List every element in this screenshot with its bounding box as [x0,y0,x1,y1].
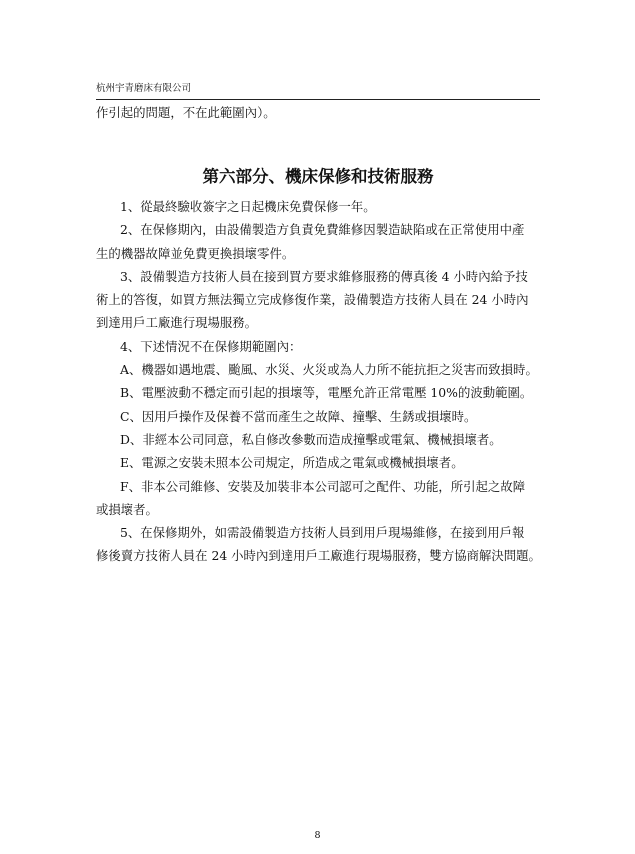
section-body [96,195,540,568]
header-divider [96,99,540,100]
body-line: D、非經本公司同意，私自修改參數而造成撞擊或電氣、機械損壞者。 [120,431,502,447]
body-line: F、非本公司維修、安裝及加裝非本公司認可之配件、功能，所引起之故障 [120,478,526,494]
body-line: 或損壞者。 [96,501,158,517]
company-name: 杭州宇青磨床有限公司 [96,83,192,94]
body-line: 4、下述情況不在保修期範圍內： [120,338,302,354]
body-line: 生的機器故障並免費更換損壞零件。 [96,245,295,261]
body-line: 1、從最終驗收簽字之日起機床免費保修一年。 [120,199,376,214]
body-line: E、電源之安裝未照本公司規定，所造成之電氣或機械損壞者。 [120,455,464,471]
body-line: 3、設備製造方技術人員在接到買方要求維修服務的傳真後 4 小時內給予技 [120,268,528,284]
body-line: A、機器如遇地震、颱風、水災、火災或為人力所不能抗拒之災害而致損時。 [120,362,538,378]
body-line: 2、在保修期內，由設備製造方負責免費維修因製造缺陷或在正常使用中產 [120,222,525,238]
body-line: 術上的答復，如買方無法獨立完成修復作業，設備製造方技術人員在 24 小時內 [96,292,529,308]
continuation-paragraph [96,101,540,124]
body-line: 到達用戶工廠進行現場服務。 [96,315,258,331]
section-title: 第六部分、機床保修和技術服務 [202,167,434,186]
body-line: 5、在保修期外，如需設備製造方技術人員到用戶現場維修，在接到用戶報 [120,525,525,541]
body-line: C、因用戶操作及保養不當而產生之故障、撞擊、生銹或損壞時。 [120,408,477,424]
body-line: B、電壓波動不穩定而引起的損壞等，電壓允許正常電壓 10%的波動範圍。 [120,385,533,401]
continuation-line: 作引起的問題，不在此範圍內）。 [96,105,276,120]
page-number: 8 [314,830,321,841]
body-line: 修後賣方技術人員在 24 小時內到達用戶工廠進行現場服務，雙方協商解決問題。 [96,548,541,564]
